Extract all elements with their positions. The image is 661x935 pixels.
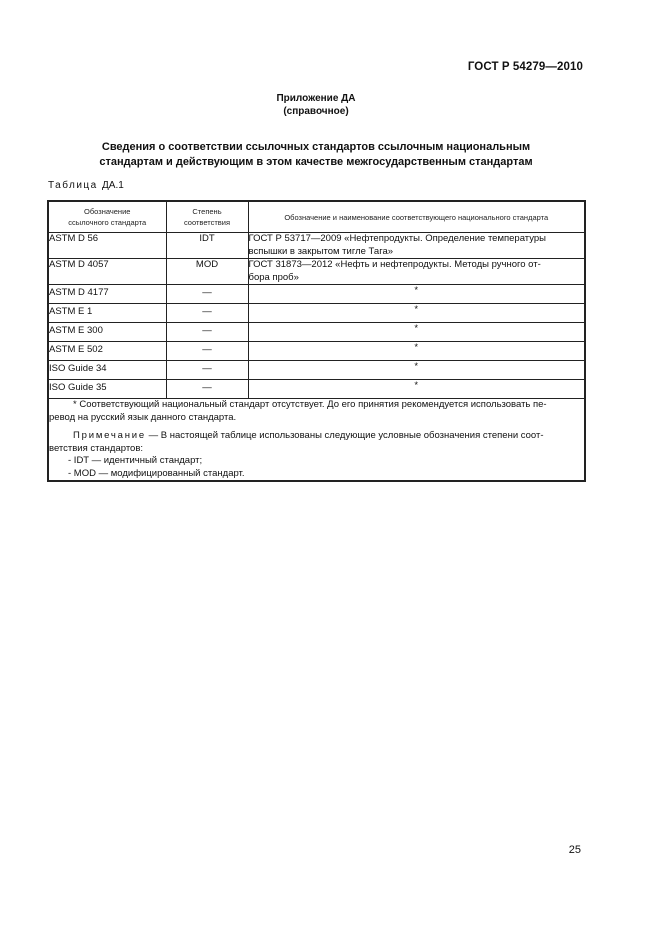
footnote-line: * Соответствующий национальный стандарт отсутствует. До его принятия рекомендуется использовать пе- — [73, 399, 547, 410]
cell-code: ASTM D 56 — [48, 233, 166, 259]
table-row — [48, 233, 585, 259]
cell-description: * — [248, 285, 585, 304]
footnote — [49, 399, 584, 424]
section-title-line: Сведения о соответствии ссылочных стандартов ссылочным национальным — [101, 141, 531, 153]
table-caption-number: ДА.1 — [102, 180, 124, 191]
section-title-line: стандартам и действующим в этом качестве межгосударственным стандартам — [99, 156, 533, 168]
cell-code: ASTM E 502 — [48, 342, 166, 361]
cell-description: * — [248, 304, 585, 323]
table-row — [48, 380, 585, 399]
cell-degree: — — [166, 361, 248, 380]
header-national-standard: Обозначение и наименование соответствующего национального стандарта — [248, 201, 585, 233]
correspondence-table — [47, 200, 586, 482]
note-text: — В настоящей таблице использованы следующие условные обозначения степени соот- — [146, 430, 544, 441]
desc-line: ГОСТ 31873—2012 «Нефть и нефтепродукты. Методы ручного от- — [248, 259, 541, 270]
section-title — [0, 140, 632, 170]
cell-code: ASTM E 1 — [48, 304, 166, 323]
desc-line: вспышки в закрытом тигле Тага» — [248, 245, 394, 257]
table-row — [48, 259, 585, 285]
cell-degree: — — [166, 323, 248, 342]
cell-description: * — [248, 323, 585, 342]
desc-line: ГОСТ Р 53717—2009 «Нефтепродукты. Определение температуры — [248, 233, 546, 244]
header-text: Степень — [192, 207, 222, 216]
page-number: 25 — [568, 844, 581, 856]
header-text: соответствия — [183, 218, 231, 227]
table-header-row — [48, 201, 585, 233]
cell-code: ASTM E 300 — [48, 323, 166, 342]
cell-code: ISO Guide 35 — [48, 380, 166, 399]
header-text: Обозначение — [84, 207, 131, 216]
cell-description — [248, 259, 585, 285]
cell-code: ISO Guide 34 — [48, 361, 166, 380]
cell-degree: IDT — [166, 233, 248, 259]
desc-line: бора проб» — [248, 271, 299, 283]
appendix-subtitle: (справочное) — [283, 106, 349, 117]
cell-description: * — [248, 361, 585, 380]
cell-degree: — — [166, 285, 248, 304]
cell-description — [248, 233, 585, 259]
table-notes-row — [48, 399, 585, 482]
appendix-title: Приложение ДА — [276, 93, 356, 104]
document-code: ГОСТ Р 54279—2010 — [467, 61, 583, 73]
cell-degree: — — [166, 304, 248, 323]
cell-degree: — — [166, 380, 248, 399]
note-list-item: - MOD — модифицированный стандарт. — [68, 467, 245, 479]
footnote-line: ревод на русский язык данного стандарта. — [49, 411, 237, 423]
table-row — [48, 361, 585, 380]
cell-degree: MOD — [166, 259, 248, 285]
table-caption-label: Таблица — [48, 180, 98, 191]
cell-description: * — [248, 342, 585, 361]
table-caption — [48, 180, 124, 191]
cell-code: ASTM D 4057 — [48, 259, 166, 285]
table-row — [48, 304, 585, 323]
note-label: Примечание — [73, 430, 146, 441]
note-text: ветствия стандартов: — [49, 442, 144, 454]
note — [49, 430, 584, 455]
cell-code: ASTM D 4177 — [48, 285, 166, 304]
header-degree — [166, 201, 248, 233]
table-row — [48, 323, 585, 342]
cell-description: * — [248, 380, 585, 399]
table-notes — [48, 399, 585, 482]
table-row — [48, 342, 585, 361]
cell-degree: — — [166, 342, 248, 361]
header-text: ссылочного стандарта — [68, 218, 147, 227]
table-row — [48, 285, 585, 304]
header-reference-standard — [48, 201, 166, 233]
appendix-heading — [0, 92, 632, 118]
note-list-item: - IDT — идентичный стандарт; — [68, 455, 203, 466]
